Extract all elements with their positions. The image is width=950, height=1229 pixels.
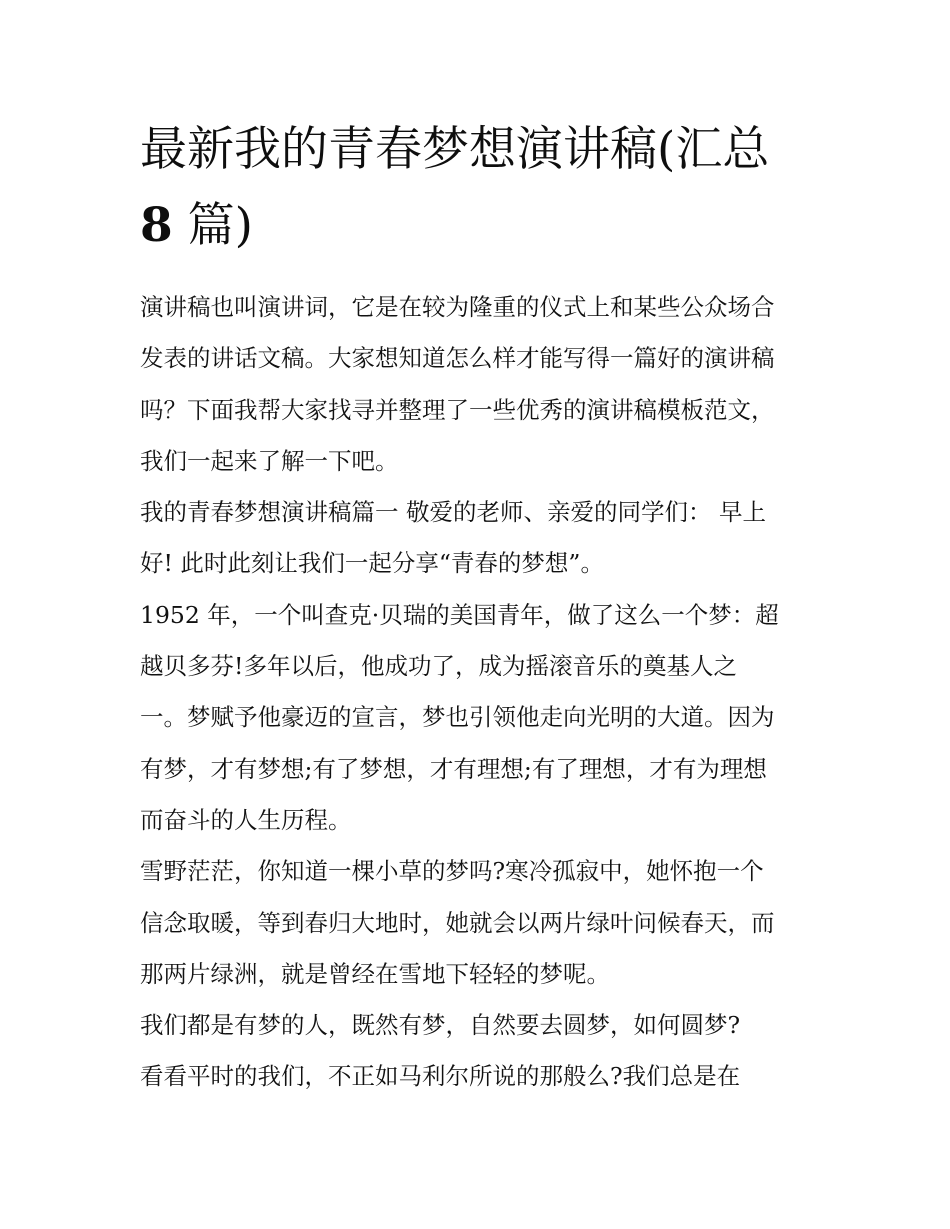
body-line: 演讲稿也叫演讲词，它是在较为隆重的仪式上和某些公众场合 [140,293,775,321]
body-line: 我们一起来了解一下吧。 [140,446,399,475]
body-line: 好! 此时此刻让我们一起分享“青春的梦想”。 [140,549,604,578]
body-line: 而奋斗的人生历程。 [140,805,352,834]
document-page [140,112,816,1103]
body-line: 看看平时的我们，不正如马利尔所说的那般么?我们总是在 [140,1062,741,1091]
title-line-2-rest: 篇) [172,198,253,253]
body-line: 我们都是有梦的人，既然有梦，自然要去圆梦，如何圆梦? [140,1011,741,1040]
body-line: 雪野茫茫，你知道一棵小草的梦吗?寒冷孤寂中，她怀抱一个 [140,857,764,886]
body-line: 越贝多芬!多年以后，他成功了，成为摇滚音乐的奠基人之 [140,652,737,681]
document-title [140,112,816,264]
body-line: 信念取暖，等到春归大地时，她就会以两片绿叶问候春天，而 [140,908,775,937]
body-line: 发表的讲话文稿。大家想知道怎么样才能写得一篇好的演讲稿 [140,344,775,373]
body-line: 一。梦赋予他豪迈的宣言，梦也引领他走向光明的大道。因为 [140,703,775,732]
body-line: 那两片绿洲，就是曾经在雪地下轻轻的梦呢。 [140,959,610,988]
body-line: 1952 年，一个叫查克·贝瑞的美国青年，做了这么一个梦：超 [140,600,779,629]
title-line-1: 最新我的青春梦想演讲稿(汇总 [140,122,770,177]
title-number: 8 [140,198,173,253]
document-body [140,282,816,1103]
body-line: 有梦，才有梦想;有了梦想，才有理想;有了理想，才有为理想 [140,754,767,783]
body-line: 我的青春梦想演讲稿篇一 敬爱的老师、亲爱的同学们： 早上 [140,498,766,527]
body-line: 吗？下面我帮大家找寻并整理了一些优秀的演讲稿模板范文， [140,395,775,424]
